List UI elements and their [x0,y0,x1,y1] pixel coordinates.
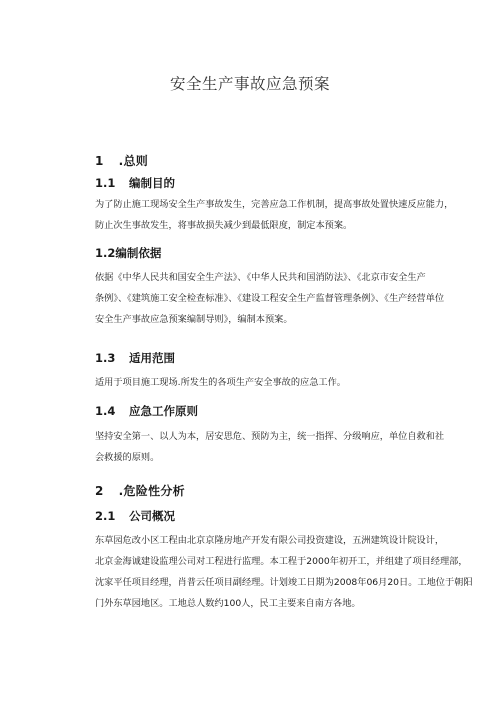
section-1-heading [95,152,148,169]
section-1-4-number: 1.4 [95,404,116,418]
document-title: 安全生产事故应急预案 [169,75,330,93]
section-1-title: .总则 [118,154,149,168]
paragraph-line: 坚持安全第一、以人为本，居安思危、预防为主，统一指挥、分级响应，单位自救和社 [95,431,445,442]
paragraph-basis [95,267,465,330]
section-1-2-heading: 1.2编制依据 [95,246,162,260]
paragraph-line: 防止次生事故发生，将事故损失减少到最低限度，制定本预案。 [95,220,353,231]
section-1-3-number: 1.3 [95,351,116,365]
section-1-number: 1 [95,154,104,168]
section-1-1-heading [95,175,175,191]
paragraph-line: 东草园危改小区工程由北京京隆房地产开发有限公司投资建设，五洲建筑设计院设计， [95,535,445,546]
section-2-title: .危险性分析 [118,484,185,498]
paragraph-line: 依据《中华人民共和国安全生产法》、《中华人民共和国消防法》、《北京市安全生产 [95,272,426,283]
paragraph-line: 安全生产事故应急预案编制导则》，编制本预案。 [95,314,293,325]
paragraph-line: 适用于项目施工现场.所发生的各项生产安全事故的应急工作。 [95,377,346,388]
paragraph-line: 会救援的原则。 [95,452,160,463]
paragraph-line: 沈家平任项目经理，肖普云任项目副经理。计划竣工日期为2008年06月20日。工地位于朝阳 [95,577,473,588]
section-1-3-heading [95,350,175,366]
section-2-1-heading [95,508,175,524]
section-1-3-title: 适用范围 [129,351,176,365]
paragraph-company-overview [95,530,473,614]
paragraph-purpose [95,194,465,236]
section-1-1-title: 编制目的 [129,176,176,190]
paragraph-principles [95,426,465,468]
section-1-4-title: 应急工作原则 [129,404,199,418]
paragraph-line: 条例》、《建筑施工安全检查标准》、《建设工程安全生产监督管理条例》、《生产经营单位 [95,293,445,304]
section-2-1-title: 公司概况 [129,509,176,523]
paragraph-line: 门外东草园地区。工地总人数约100人，民工主要来自南方各地。 [95,598,361,609]
section-2-1-number: 2.1 [95,509,116,523]
section-1-1-number: 1.1 [95,176,116,190]
paragraph-line: 北京金海诚建设监理公司对工程进行监理。本工程于2000年初开工，并组建了项目经理部， [95,556,468,567]
paragraph-scope [95,372,465,393]
section-2-heading [95,482,185,499]
section-2-number: 2 [95,484,104,498]
paragraph-line: 为了防止施工现场安全生产事故发生，完善应急工作机制，提高事故处置快速反应能力， [95,199,454,210]
section-1-4-heading [95,403,198,419]
